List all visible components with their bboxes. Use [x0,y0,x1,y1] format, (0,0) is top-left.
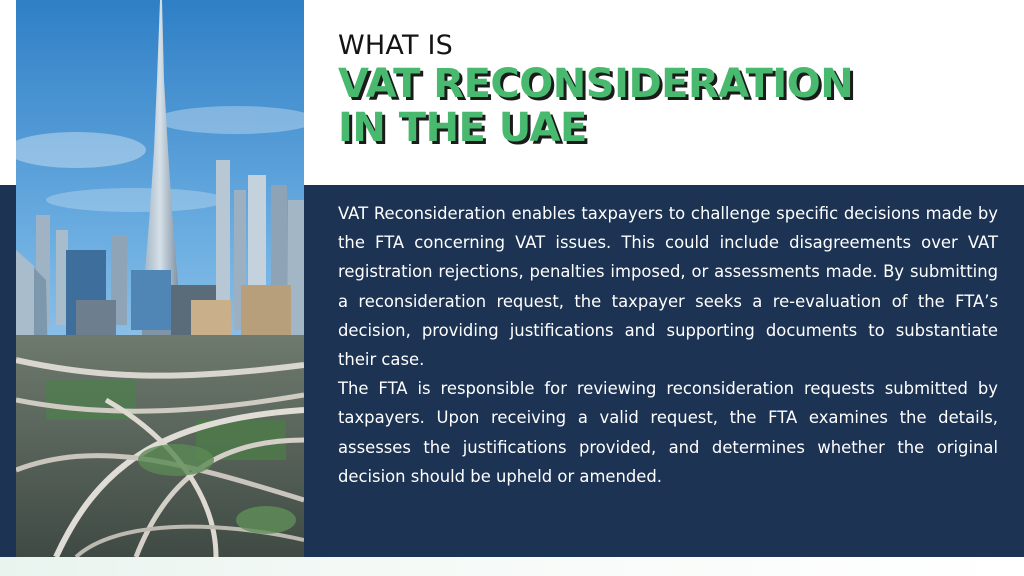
title-line-in-the-uae: IN THE UAE [338,105,587,151]
body-text [338,199,998,491]
paragraph-definition: VAT Reconsideration enables taxpayers to challenge specific decisions made by the FTA concerning VAT issues. This could include disagreements over VAT registration rejections, penalties imposed, or assessments made. By submitting a reconsideration request, the taxpayer seeks a re-evaluation of the FTA’s decision, providing justifications and supporting documents to substantiate their case. [338,204,998,370]
title-line-vat-reconsideration: VAT RECONSIDERATION [338,61,854,107]
dubai-skyline-photo [16,0,304,557]
paragraph-fta-role: The FTA is responsible for reviewing reconsideration requests submitted by taxpayers. Upon receiving a valid request, the FTA examines the details, assesses the justifications provided, and determines whether the original decision should be upheld or amended. [338,379,998,486]
title-block [338,30,1008,150]
bottom-accent-strip [0,557,1024,576]
title-line-what-is: WHAT IS [338,30,453,61]
